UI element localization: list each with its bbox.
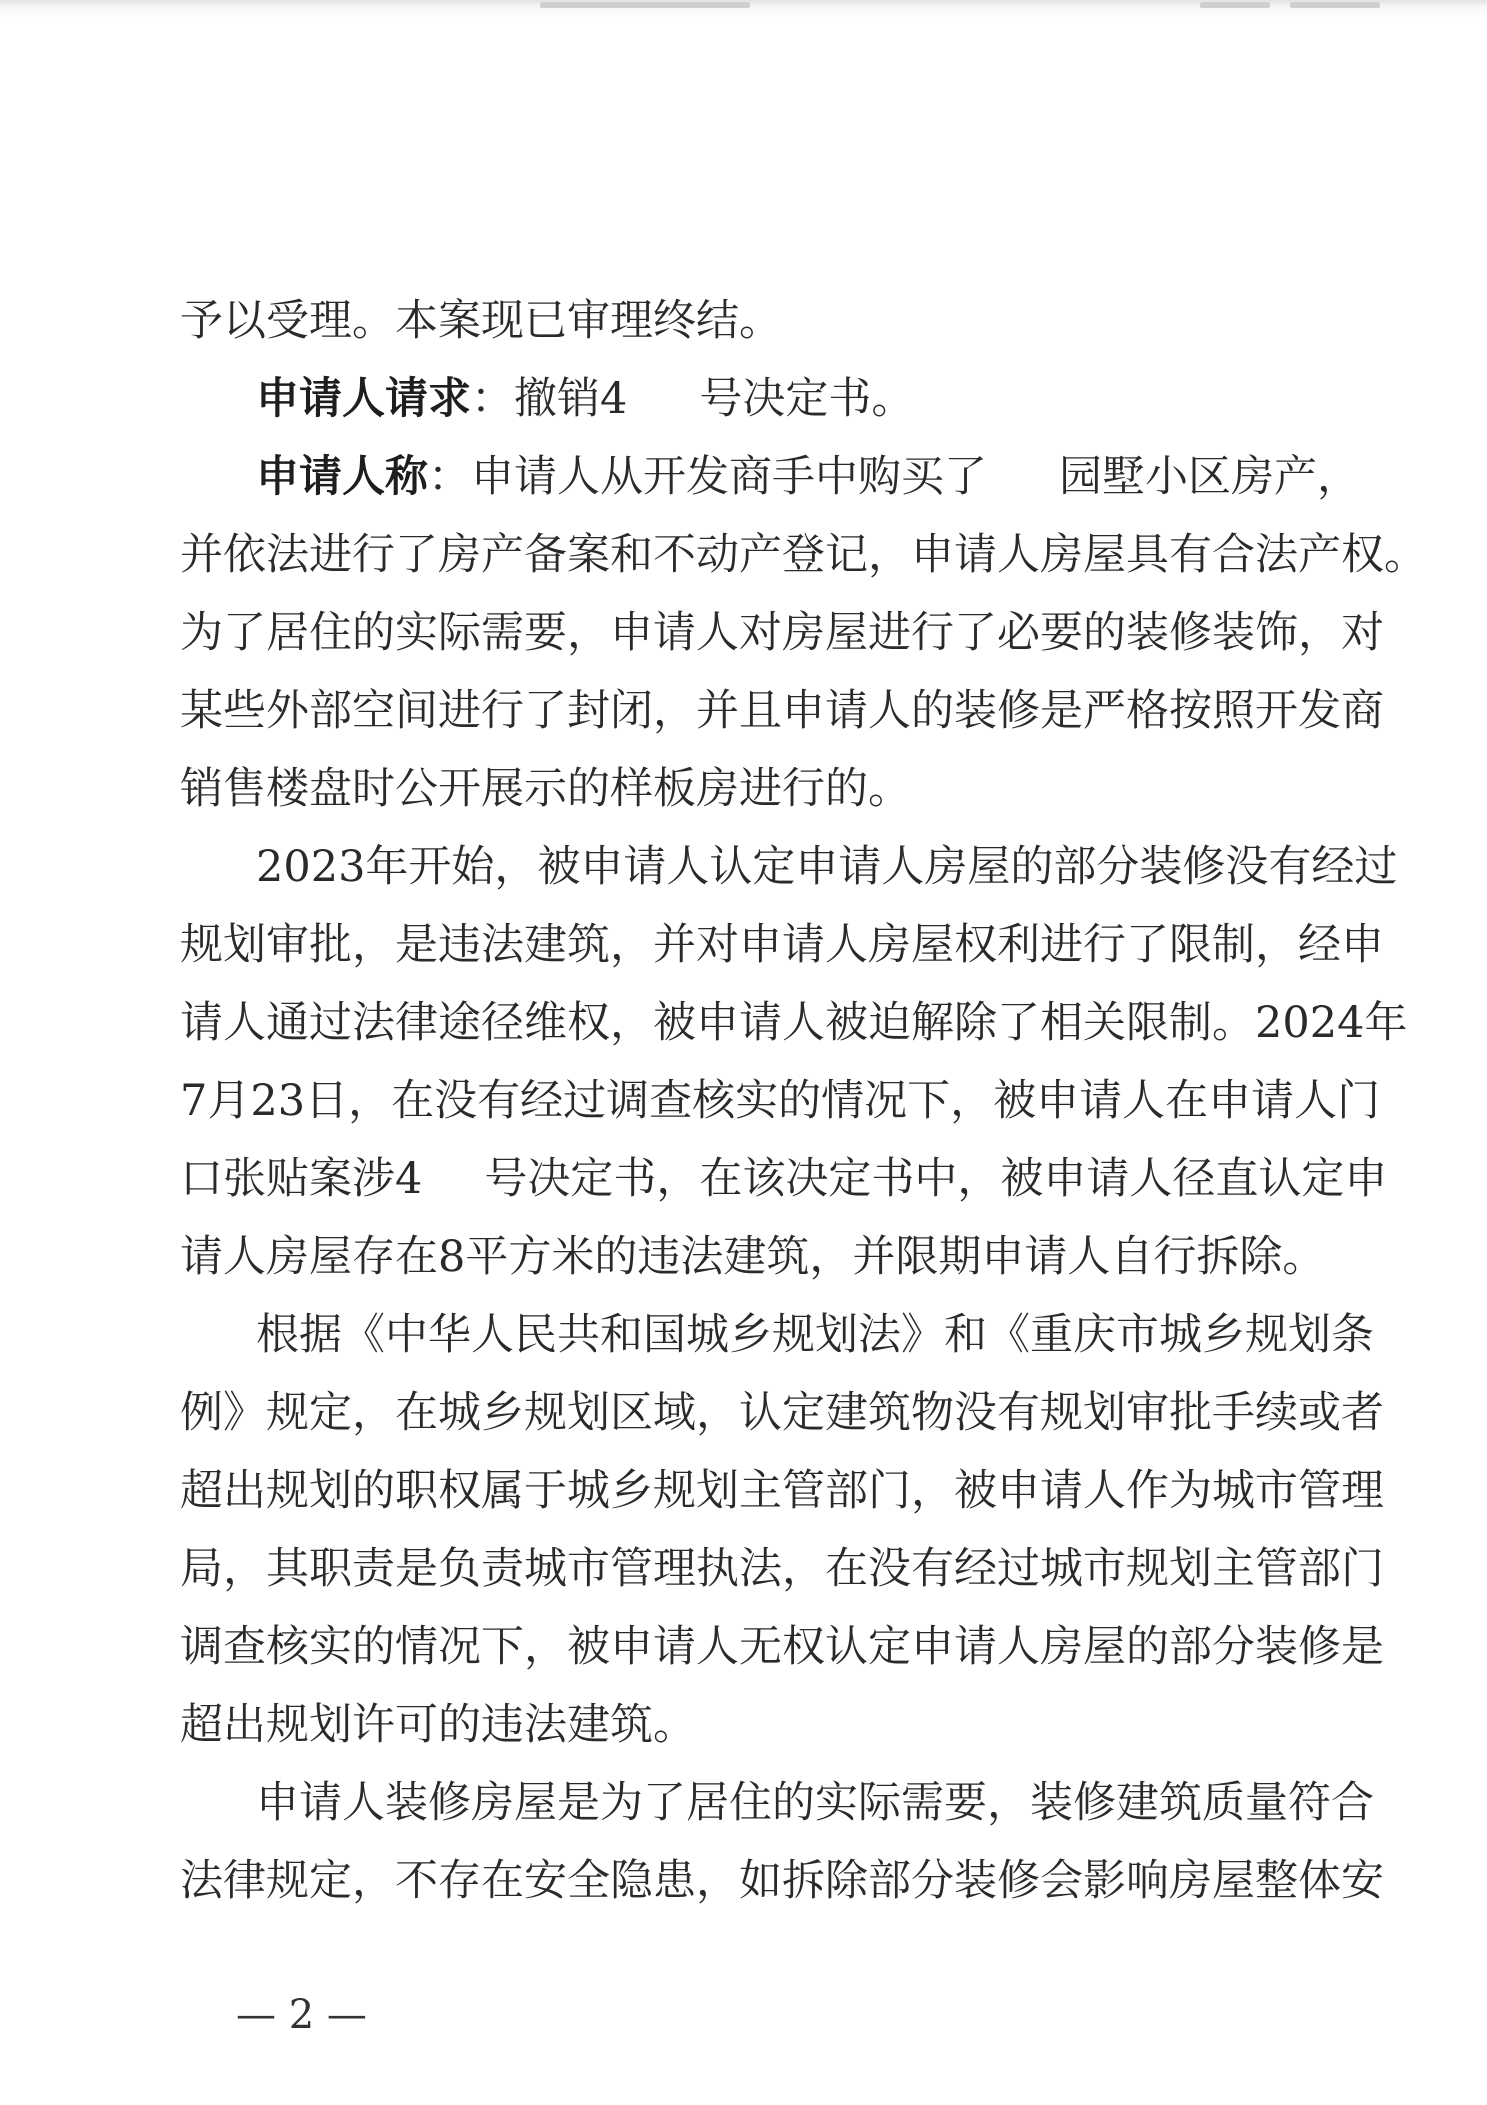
text-segment: 请人房屋存在8平方米的违法建筑，并限期申请人自行拆除。	[180, 1232, 1326, 1282]
text-line	[180, 1608, 1384, 1686]
text-segment: 口张贴案涉4	[180, 1154, 423, 1204]
text-segment: 例》规定，在城乡规划区域，认定建筑物没有规划审批手续或者	[180, 1388, 1384, 1438]
text-segment: 销售楼盘时公开展示的样板房进行的。	[180, 764, 911, 814]
text-segment: 予以受理。本案现已审理终结。	[180, 296, 782, 346]
text-segment: 号决定书。	[699, 374, 915, 424]
document-body	[180, 282, 1427, 1920]
text-line	[180, 594, 1384, 672]
text-line	[180, 750, 1290, 828]
text-line	[180, 1062, 1381, 1140]
scan-mark	[540, 2, 750, 8]
scan-mark	[1200, 2, 1270, 8]
section-label: 申请人称	[256, 452, 428, 502]
text-segment: 超出规划许可的违法建筑。	[180, 1700, 696, 1750]
text-segment: 为了居住的实际需要，申请人对房屋进行了必要的装修装饰，对	[180, 608, 1384, 658]
text-segment: 某些外部空间进行了封闭，并且申请人的装修是严格按照开发商	[180, 686, 1384, 736]
text-line	[180, 828, 1398, 906]
text-line	[180, 1140, 1388, 1218]
text-segment: 规划审批，是违法建筑，并对申请人房屋权利进行了限制，经申	[180, 920, 1384, 970]
text-segment: 申请人装修房屋是为了居住的实际需要，装修建筑质量符合	[256, 1778, 1374, 1828]
text-segment: ：撤销4	[471, 374, 628, 424]
text-segment: 超出规划的职权属于城乡规划主管部门，被申请人作为城市管理	[180, 1466, 1384, 1516]
text-segment: ：申请人从开发商手中购买了	[428, 452, 987, 502]
text-line	[180, 516, 1427, 594]
text-line	[180, 1764, 1374, 1842]
text-line	[180, 672, 1384, 750]
text-segment: 调查核实的情况下，被申请人无权认定申请人房屋的部分装修是	[180, 1622, 1384, 1672]
text-line	[180, 282, 1290, 360]
text-line	[180, 1218, 1326, 1296]
text-segment: 园墅小区房产，	[1059, 452, 1360, 502]
text-line	[180, 360, 1290, 438]
text-segment: 号决定书，在该决定书中，被申请人径直认定申	[484, 1154, 1388, 1204]
text-line	[180, 984, 1408, 1062]
text-line	[180, 438, 1360, 516]
section-label: 申请人请求	[256, 374, 471, 424]
text-segment: 请人通过法律途径维权，被申请人被迫解除了相关限制。2024年	[180, 998, 1408, 1048]
text-segment: 7月23日，在没有经过调查核实的情况下，被申请人在申请人门	[180, 1076, 1381, 1126]
text-line	[180, 1296, 1374, 1374]
page-number: — 2 —	[236, 1992, 367, 2038]
text-line	[180, 906, 1384, 984]
text-line	[180, 1530, 1384, 1608]
text-segment: 根据《中华人民共和国城乡规划法》和《重庆市城乡规划条	[256, 1310, 1374, 1360]
text-line	[180, 1842, 1384, 1920]
text-line	[180, 1374, 1384, 1452]
text-segment: 2023年开始，被申请人认定申请人房屋的部分装修没有经过	[256, 842, 1398, 892]
text-segment: 局，其职责是负责城市管理执法，在没有经过城市规划主管部门	[180, 1544, 1384, 1594]
text-segment: 并依法进行了房产备案和不动产登记，申请人房屋具有合法产权。	[180, 530, 1427, 580]
scan-mark	[1290, 2, 1380, 8]
text-line	[180, 1452, 1384, 1530]
text-segment: 法律规定，不存在安全隐患，如拆除部分装修会影响房屋整体安	[180, 1856, 1384, 1906]
text-line	[180, 1686, 1290, 1764]
